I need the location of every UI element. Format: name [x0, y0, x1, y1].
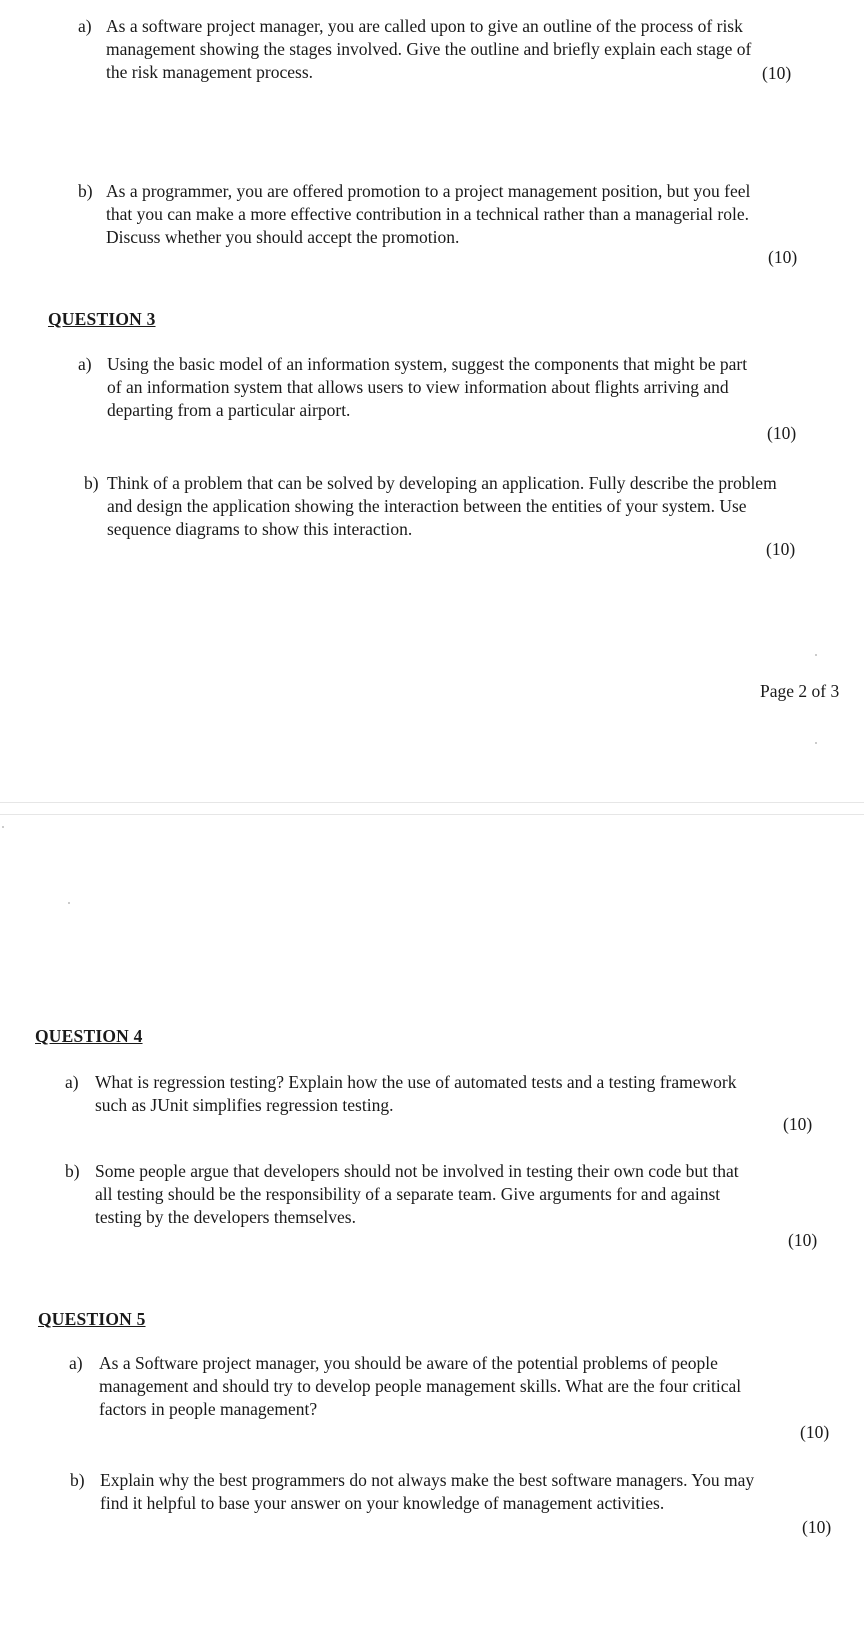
item-label: a): [69, 1353, 83, 1373]
text-line: that you can make a more effective contribution in a technical rather than a managerial role.: [106, 204, 749, 224]
item-label: b): [84, 473, 99, 493]
marks-q5a: (10): [800, 1422, 830, 1442]
text-line: factors in people management?: [99, 1399, 318, 1419]
question-5-heading: QUESTION 5: [38, 1309, 146, 1329]
text-line: As a software project manager, you are called upon to give an outline of the process of risk: [106, 16, 743, 36]
text-line: testing by the developers themselves.: [95, 1207, 356, 1227]
text-line: the risk management process.: [106, 62, 314, 82]
scan-speck: [815, 654, 817, 656]
text-line: and design the application showing the interaction between the entities of your system. Use: [107, 496, 747, 516]
text-line: Explain why the best programmers do not always make the best software managers. You may: [100, 1470, 755, 1490]
item-text: [95, 1160, 739, 1229]
marks-q5b: (10): [802, 1517, 832, 1537]
item-text: [106, 15, 751, 84]
item-label: b): [78, 181, 93, 201]
marks-q3a: (10): [767, 423, 797, 443]
marks-q4b: (10): [788, 1230, 818, 1250]
item-label: a): [65, 1072, 79, 1092]
item-label: b): [65, 1161, 80, 1181]
text-line: departing from a particular airport.: [107, 400, 351, 420]
text-line: of an information system that allows users to view information about flights arriving and: [107, 377, 729, 397]
scan-speck: [2, 826, 4, 828]
text-line: As a programmer, you are offered promotion to a project management position, but you feel: [106, 181, 751, 201]
question-4-heading: QUESTION 4: [35, 1026, 143, 1046]
item-label: a): [78, 354, 92, 374]
marks-q2a: (10): [762, 63, 792, 83]
text-line: all testing should be the responsibility of a separate team. Give arguments for and against: [95, 1184, 721, 1204]
item-label: b): [70, 1470, 85, 1490]
marks-q2b: (10): [768, 247, 798, 267]
item-text: [106, 180, 750, 249]
item-text: [95, 1071, 737, 1117]
text-line: find it helpful to base your answer on your knowledge of management activities.: [100, 1493, 665, 1513]
text-line: Using the basic model of an information system, suggest the components that might be part: [107, 354, 748, 374]
item-text: [99, 1352, 741, 1421]
page-separator: [0, 802, 864, 803]
text-line: Think of a problem that can be solved by developing an application. Fully describe the problem: [107, 473, 777, 493]
scan-speck: [815, 742, 817, 744]
item-text: [100, 1469, 754, 1515]
item-label: a): [78, 16, 92, 36]
item-text: [107, 472, 777, 541]
item-text: [107, 353, 747, 422]
text-line: sequence diagrams to show this interaction.: [107, 519, 413, 539]
marks-q3b: (10): [766, 539, 796, 559]
text-line: As a Software project manager, you should be aware of the potential problems of people: [99, 1353, 718, 1373]
text-line: management showing the stages involved. Give the outline and briefly explain each stage of: [106, 39, 752, 59]
text-line: such as JUnit simplifies regression testing.: [95, 1095, 394, 1115]
page-separator: [0, 814, 864, 815]
text-line: What is regression testing? Explain how the use of automated tests and a testing framework: [95, 1072, 737, 1092]
text-line: Some people argue that developers should not be involved in testing their own code but that: [95, 1161, 739, 1181]
question-3-heading: QUESTION 3: [48, 309, 156, 329]
scan-speck: [68, 902, 70, 904]
page-number: Page 2 of 3: [760, 681, 840, 701]
text-line: management and should try to develop people management skills. What are the four critical: [99, 1376, 742, 1396]
marks-q4a: (10): [783, 1114, 813, 1134]
text-line: Discuss whether you should accept the promotion.: [106, 227, 460, 247]
